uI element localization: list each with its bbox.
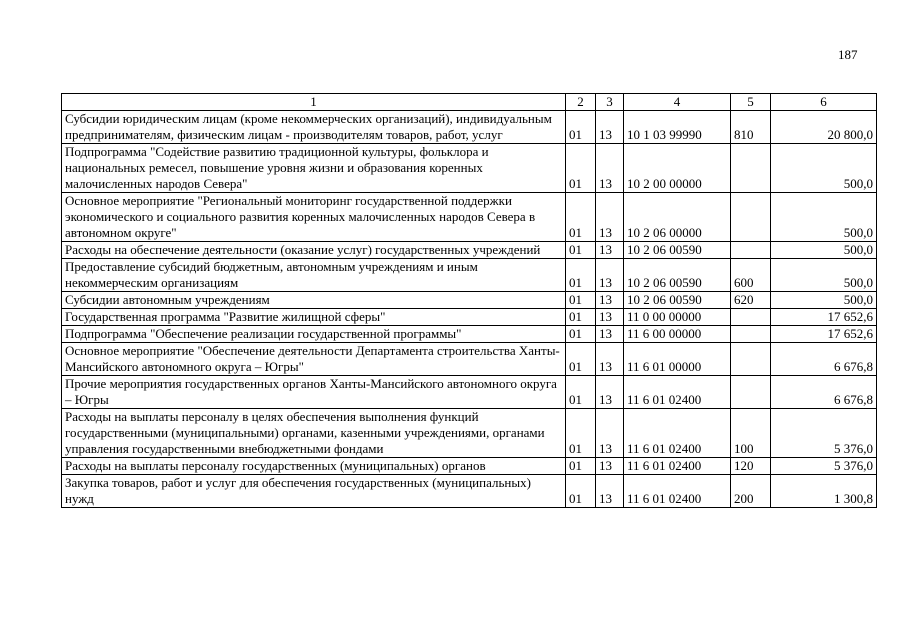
row-subsection-cell: 13 — [596, 111, 624, 144]
table-row — [62, 326, 877, 343]
row-amount-cell: 6 676,8 — [771, 376, 877, 409]
row-section-cell: 01 — [566, 193, 596, 242]
row-name-cell: Прочие мероприятия государственных органов Ханты-Мансийского автономного округа – Югры — [62, 376, 566, 409]
row-subsection-cell: 13 — [596, 343, 624, 376]
row-target-article-cell: 10 2 06 00590 — [624, 292, 731, 309]
row-subsection-cell: 13 — [596, 409, 624, 458]
budget-table — [61, 93, 877, 508]
row-expense-type-cell — [731, 309, 771, 326]
row-name-cell: Расходы на выплаты персоналу в целях обеспечения выполнения функций государственными (муниципальными) органами, казенными учреждениями, органами управления государственными внебюджетными фондами — [62, 409, 566, 458]
table-row — [62, 475, 877, 508]
row-amount-cell: 5 376,0 — [771, 409, 877, 458]
row-section-cell: 01 — [566, 144, 596, 193]
row-name-cell: Расходы на обеспечение деятельности (оказание услуг) государственных учреждений — [62, 242, 566, 259]
table-row — [62, 292, 877, 309]
row-amount-cell: 500,0 — [771, 292, 877, 309]
row-name-cell: Основное мероприятие "Региональный мониторинг государственной поддержки экономического и социального развития коренных малочисленных народов Севера в автономном округе" — [62, 193, 566, 242]
row-target-article-cell: 10 2 00 00000 — [624, 144, 731, 193]
table-row — [62, 458, 877, 475]
table-row — [62, 111, 877, 144]
row-expense-type-cell — [731, 193, 771, 242]
row-subsection-cell: 13 — [596, 242, 624, 259]
row-section-cell: 01 — [566, 343, 596, 376]
row-target-article-cell: 10 2 06 00590 — [624, 242, 731, 259]
row-section-cell: 01 — [566, 376, 596, 409]
row-subsection-cell: 13 — [596, 326, 624, 343]
row-amount-cell: 500,0 — [771, 242, 877, 259]
row-expense-type-cell: 620 — [731, 292, 771, 309]
row-amount-cell: 6 676,8 — [771, 343, 877, 376]
row-section-cell: 01 — [566, 242, 596, 259]
table-row — [62, 242, 877, 259]
row-subsection-cell: 13 — [596, 292, 624, 309]
row-subsection-cell: 13 — [596, 458, 624, 475]
table-row — [62, 343, 877, 376]
row-expense-type-cell: 810 — [731, 111, 771, 144]
row-section-cell: 01 — [566, 259, 596, 292]
header-cell: 3 — [596, 94, 624, 111]
row-name-cell: Расходы на выплаты персоналу государственных (муниципальных) органов — [62, 458, 566, 475]
row-amount-cell: 17 652,6 — [771, 326, 877, 343]
row-expense-type-cell: 600 — [731, 259, 771, 292]
row-target-article-cell: 11 6 01 02400 — [624, 376, 731, 409]
row-amount-cell: 500,0 — [771, 144, 877, 193]
header-cell: 5 — [731, 94, 771, 111]
table-row — [62, 259, 877, 292]
row-subsection-cell: 13 — [596, 193, 624, 242]
row-expense-type-cell — [731, 343, 771, 376]
row-amount-cell: 500,0 — [771, 259, 877, 292]
row-subsection-cell: 13 — [596, 309, 624, 326]
row-expense-type-cell: 120 — [731, 458, 771, 475]
row-target-article-cell: 11 0 00 00000 — [624, 309, 731, 326]
row-name-cell: Подпрограмма "Содействие развитию традиционной культуры, фольклора и национальных ремесел, повышение уровня жизни и образования коренных малочисленных народов Севера" — [62, 144, 566, 193]
row-target-article-cell: 11 6 01 02400 — [624, 475, 731, 508]
table-row — [62, 376, 877, 409]
row-target-article-cell: 11 6 01 00000 — [624, 343, 731, 376]
row-target-article-cell: 11 6 00 00000 — [624, 326, 731, 343]
row-name-cell: Субсидии юридическим лицам (кроме некоммерческих организаций), индивидуальным предпринимателям, физическим лицам - производителям товаров, работ, услуг — [62, 111, 566, 144]
row-amount-cell: 5 376,0 — [771, 458, 877, 475]
table-row — [62, 193, 877, 242]
row-target-article-cell: 11 6 01 02400 — [624, 409, 731, 458]
table-row — [62, 309, 877, 326]
row-expense-type-cell — [731, 242, 771, 259]
row-amount-cell: 20 800,0 — [771, 111, 877, 144]
row-section-cell: 01 — [566, 475, 596, 508]
row-section-cell: 01 — [566, 309, 596, 326]
row-expense-type-cell: 100 — [731, 409, 771, 458]
row-subsection-cell: 13 — [596, 259, 624, 292]
row-name-cell: Подпрограмма "Обеспечение реализации государственной программы" — [62, 326, 566, 343]
header-cell: 6 — [771, 94, 877, 111]
row-amount-cell: 500,0 — [771, 193, 877, 242]
row-amount-cell: 17 652,6 — [771, 309, 877, 326]
row-name-cell: Государственная программа "Развитие жилищной сферы" — [62, 309, 566, 326]
row-expense-type-cell — [731, 326, 771, 343]
row-name-cell: Субсидии автономным учреждениям — [62, 292, 566, 309]
row-expense-type-cell — [731, 144, 771, 193]
row-target-article-cell: 11 6 01 02400 — [624, 458, 731, 475]
page-number: 187 — [838, 47, 858, 62]
row-subsection-cell: 13 — [596, 475, 624, 508]
header-cell: 1 — [62, 94, 566, 111]
row-expense-type-cell: 200 — [731, 475, 771, 508]
row-name-cell: Основное мероприятие "Обеспечение деятельности Департамента строительства Ханты-Мансийского автономного округа – Югры" — [62, 343, 566, 376]
header-cell: 4 — [624, 94, 731, 111]
row-subsection-cell: 13 — [596, 376, 624, 409]
row-section-cell: 01 — [566, 326, 596, 343]
table-header-row — [62, 94, 877, 111]
header-cell: 2 — [566, 94, 596, 111]
row-section-cell: 01 — [566, 111, 596, 144]
table-row — [62, 409, 877, 458]
row-section-cell: 01 — [566, 458, 596, 475]
row-section-cell: 01 — [566, 409, 596, 458]
row-target-article-cell: 10 1 03 99990 — [624, 111, 731, 144]
row-subsection-cell: 13 — [596, 144, 624, 193]
row-target-article-cell: 10 2 06 00000 — [624, 193, 731, 242]
row-amount-cell: 1 300,8 — [771, 475, 877, 508]
row-name-cell: Закупка товаров, работ и услуг для обеспечения государственных (муниципальных) нужд — [62, 475, 566, 508]
row-target-article-cell: 10 2 06 00590 — [624, 259, 731, 292]
table-row — [62, 144, 877, 193]
row-section-cell: 01 — [566, 292, 596, 309]
row-expense-type-cell — [731, 376, 771, 409]
row-name-cell: Предоставление субсидий бюджетным, автономным учреждениям и иным некоммерческим организациям — [62, 259, 566, 292]
